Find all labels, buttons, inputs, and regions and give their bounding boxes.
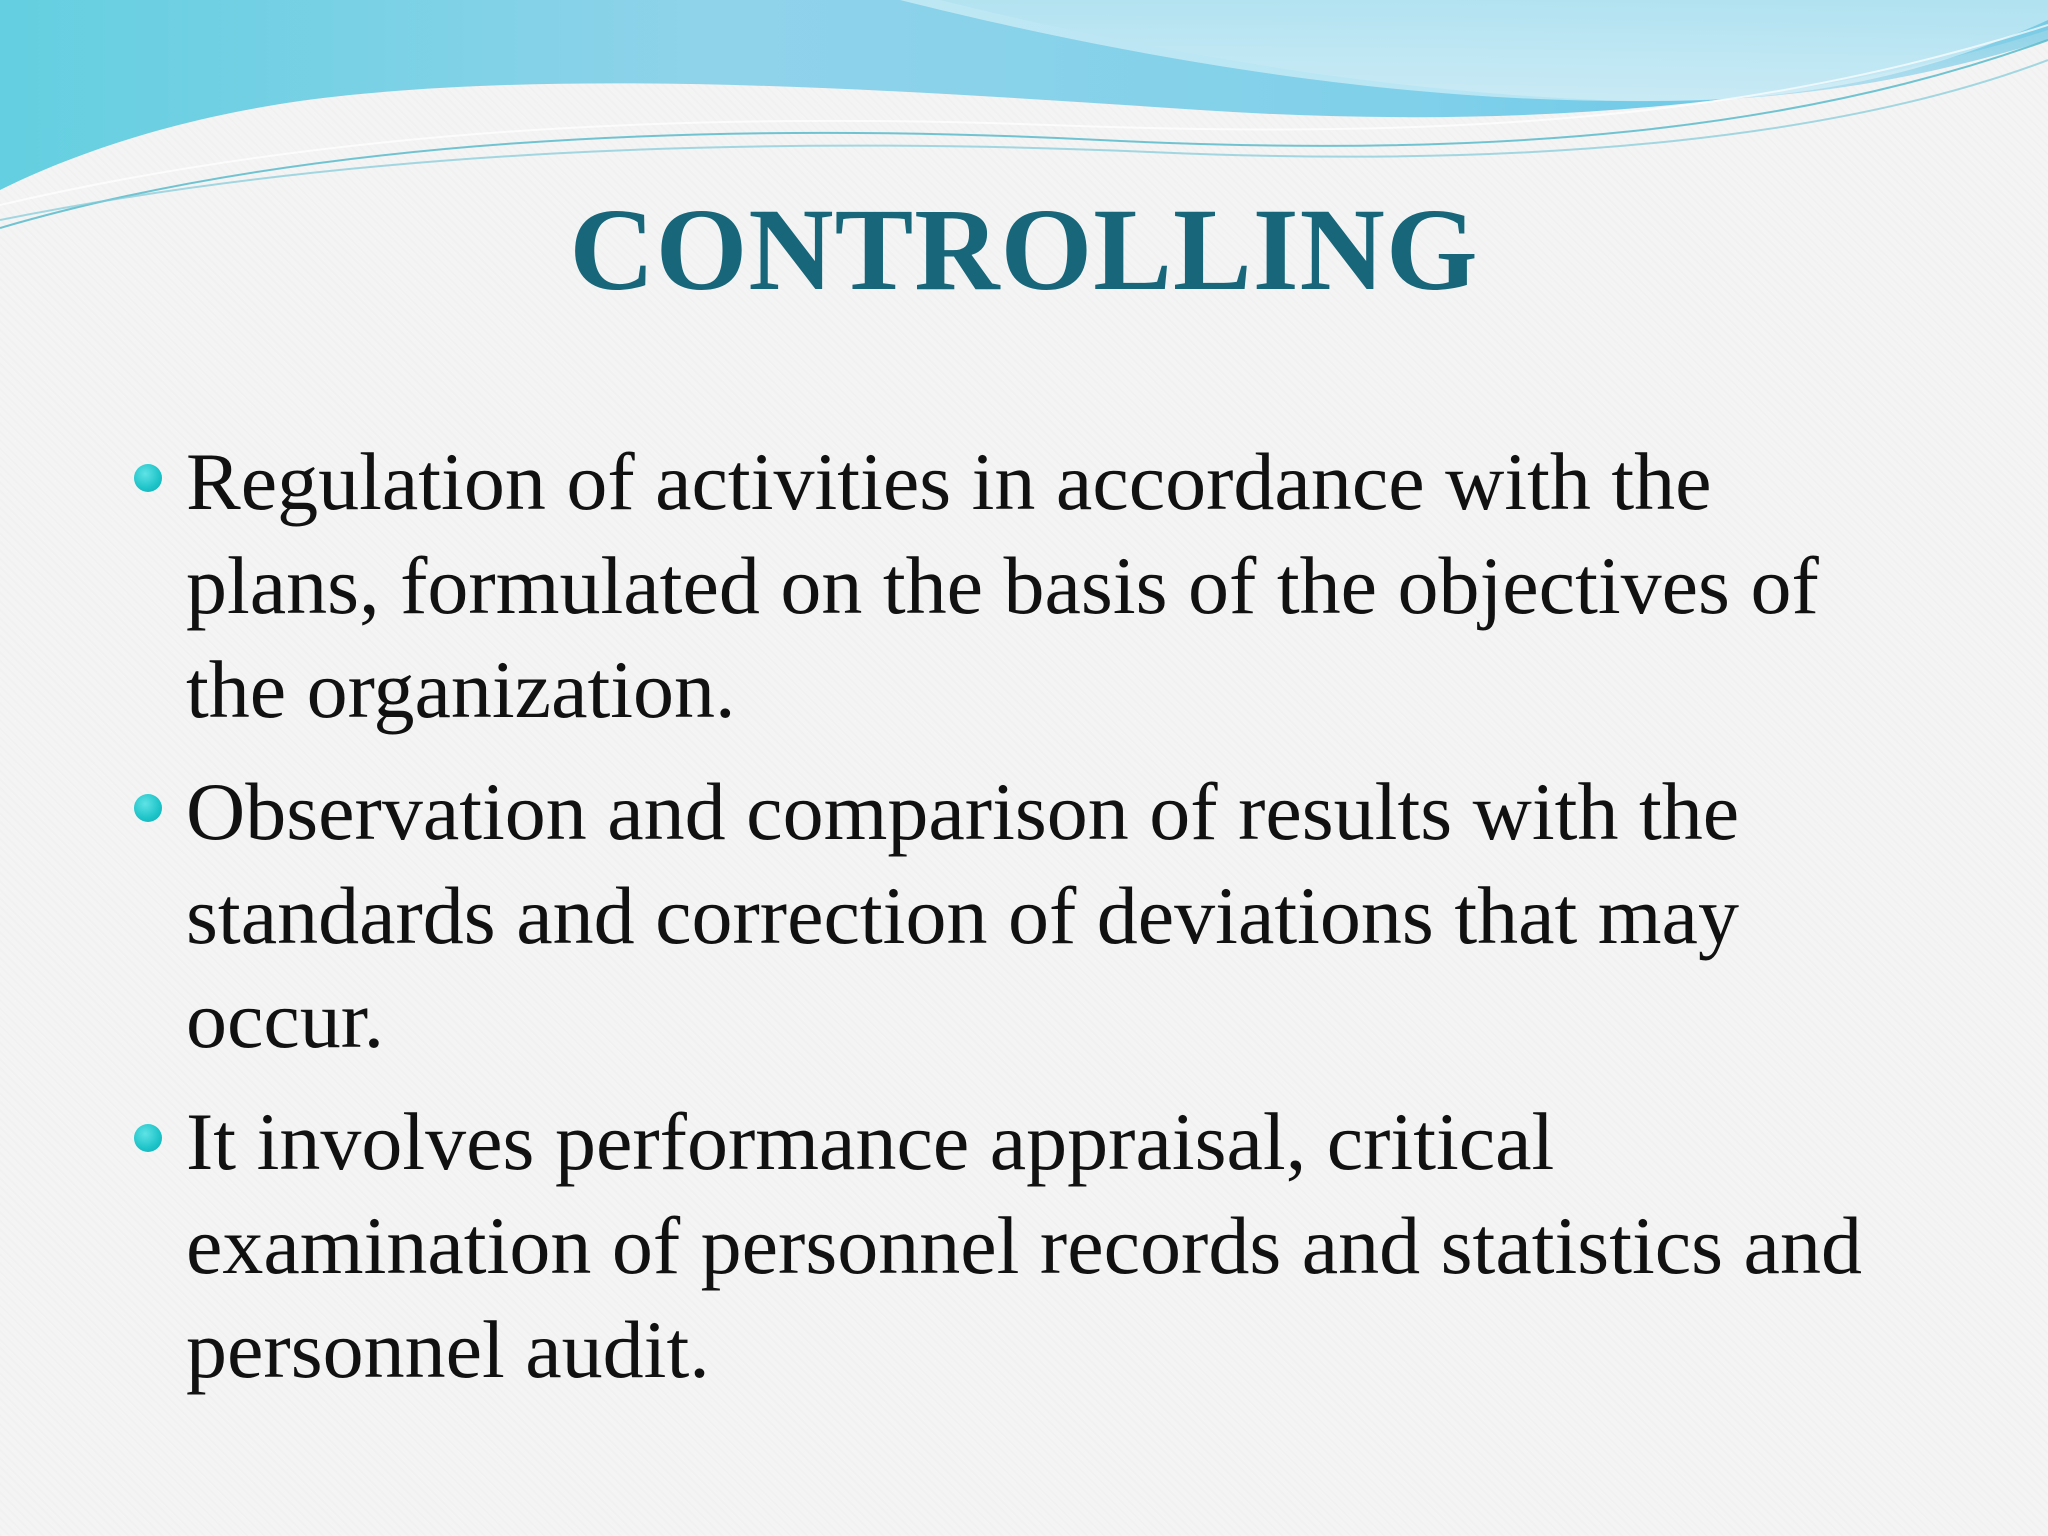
bullet-item: [186, 760, 1906, 1072]
bullet-item: [186, 430, 1906, 742]
bullet-list: [186, 430, 1906, 1420]
bullet-text: Observation and comparison of results with the standards and correction of deviations that may occur.: [186, 766, 1740, 1065]
bullet-text: It involves performance appraisal, critical examination of personnel records and statistics and personnel audit.: [186, 1096, 1862, 1395]
bullet-dot-icon: [134, 1124, 162, 1152]
bullet-text: Regulation of activities in accordance with the plans, formulated on the basis of the objectives of the organization.: [186, 436, 1819, 735]
bullet-dot-icon: [134, 464, 162, 492]
bullet-dot-icon: [134, 794, 162, 822]
slide-title: CONTROLLING: [569, 184, 1479, 315]
bullet-item: [186, 1090, 1906, 1402]
